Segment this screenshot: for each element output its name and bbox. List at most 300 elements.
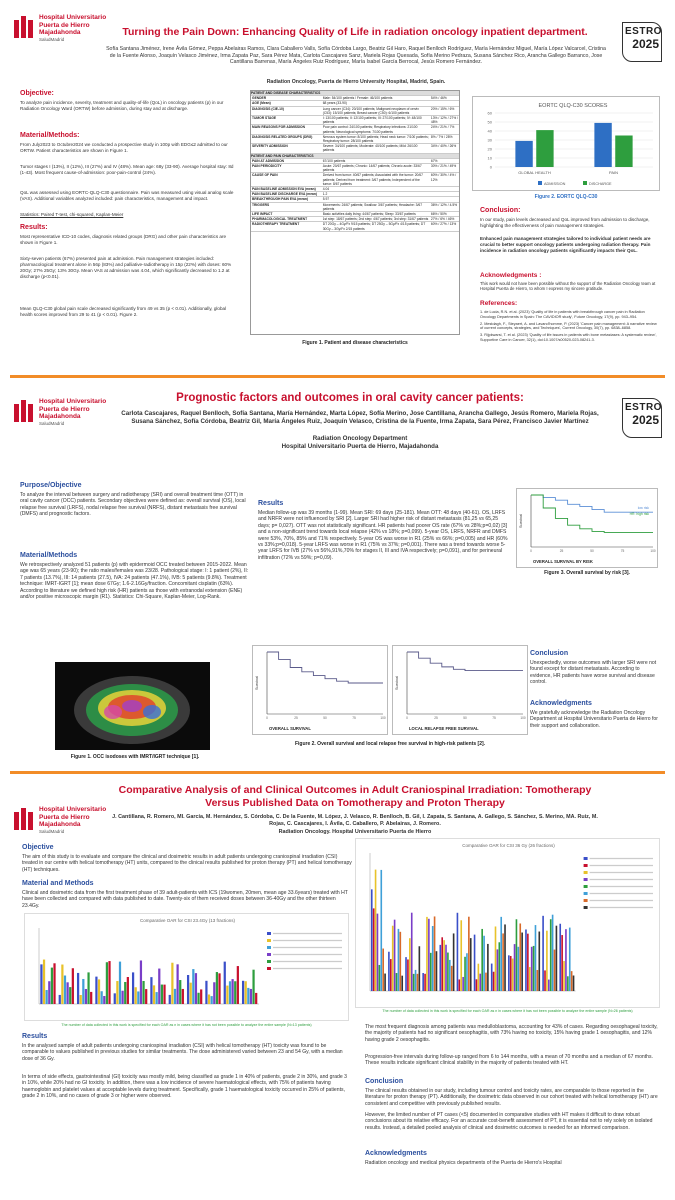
bar [550, 919, 552, 991]
madrid-logo-icon [14, 16, 36, 40]
bar [462, 977, 464, 991]
bar [135, 987, 137, 1004]
bar [478, 964, 480, 991]
y-axis-label: Survival [254, 675, 259, 691]
conclusion-heading: Conclusion [365, 1078, 404, 1085]
references-heading: References: [480, 300, 518, 307]
table-cell: Lung cancer (C34): 20/100 patients; Malignant neoplasm of cervix (C53): 15/100 patients; Breast cancer (C50): 6/100 patients [322, 106, 419, 115]
table-cell: 60% / 30% / 4% / 12% [430, 173, 457, 182]
bar [250, 989, 252, 1004]
affiliation: Radiation Oncology, Puerta de Hierro University Hospital, Madrid, Spain. [266, 79, 446, 85]
conclusion-text-1: The clinical results obtained in our study, including tumour control and toxicity rates, are comparable to those reported in the literature for proton therapy (PT). Additionally, the dosimetric data observed in our cohort treated with helical tomotherapy (HT) are consistent and competitive with previously published results. [365, 1088, 658, 1107]
bar [432, 926, 434, 991]
bar [226, 986, 228, 1004]
methods-text-1: From July2023 to Octubre2024 we conducted a prospective study in 100p with EDG≤2 admitted to our ORTW. Patient characteristics are shown in Figure 1. [20, 142, 228, 153]
bar [559, 924, 561, 991]
conclusion-heading: Conclusion: [480, 207, 521, 214]
table-cell: Nervous system tumor: 8/100 patients; Head neck tumor: 7/100 patients; Respiratory tumor: 28/100 patients [322, 134, 429, 144]
bar [434, 916, 436, 991]
hospital-logo: Hospital Universitario Puerta de Hierro Majadahonda SaludMadrid [14, 398, 106, 426]
bar [561, 935, 563, 991]
bar [177, 964, 179, 1004]
bar [87, 972, 89, 1004]
y-tick-label: 50 [487, 119, 492, 125]
bar [106, 962, 108, 1004]
bar [453, 933, 455, 991]
estro-logo: ESTRO 2025 [622, 22, 662, 62]
bar [242, 981, 244, 1004]
objective-text: The aim of this study is to evaluate and compare the clinical and dosimetric results in adult patients undergoing craniospinal irradiation (CSI) treated in our centre with helical tomotherapy (HT) units, compared to the clinical results published for proton therapy (PT) and helical tomotherapy (HT) techniques. [22, 854, 352, 873]
methods-text: We retrospectively analyzed 51 patients (p) with epidermoid OCC treated between 2015-2022. Mean age was 65 years (23-90); the ratio males/females was 23/28. Pathological stage: I: 1 patient (2%), II: 7 patients (13.7%), III: 14 patients (27.5), IVA: 24 patients (47.1%), IVB: 5 patients (9.8%). Treatment technique: IMRT-IGRT [1]; mean dose 67Gy; 1.6-2.16Gy/fraction. Concomitant cisplatin (63%). According to literature we defined high risk (HR) patients as those with extranodal extension (ENE) and/or positive microscopic margin (R1). Statistics: Chi-Square, Kaplan-Meier, Log-Rank. [20, 562, 249, 601]
table-cell: PAIN PERIODICITY [252, 164, 282, 169]
bar [571, 971, 573, 991]
bar [409, 938, 411, 991]
bar [419, 946, 421, 991]
affiliation: Radiation Oncology. Hospital Universitario Puerta de Hierro [278, 829, 432, 835]
author-list: J. Cantillana, R. Romero, MI. García, M. Hernández, S. Córdoba, C. De la Fuente, M. López, J. Velasco, R. Benlloch, B. Gil, I. Zapata, S. Santana, A. Gallego, S. Sánchez, S. Merino, MA. Ruiz, M. Rojas, C. Cascajares, I. Ávila, C. Caballero, P. Abelairas, J. Romero. [112, 814, 598, 827]
bar [474, 935, 476, 991]
bar [457, 913, 459, 991]
legend-swatch [584, 864, 588, 867]
km-curve [407, 652, 523, 671]
bar [533, 946, 535, 991]
x-tick-label: PAIN [608, 170, 619, 175]
poster-craniospinal-irradiation [10, 778, 665, 1196]
y-axis-label: Survival [518, 513, 523, 529]
bar [544, 970, 546, 991]
bar [428, 919, 430, 991]
table-cell: 20% / 15% / 6% [430, 106, 455, 111]
table-cell: AGE (Mean) [252, 101, 271, 106]
right-text-1: The most frequent diagnosis among patients was medulloblastoma, accounting for 43% of cases. Regarding oesophageal toxicity, the majority of patients had no significant oesophagitis, with 73% having no toxicity, 15% having grade 1 oesophagitis, and 12% having grade 2 oesophagitis. [365, 1024, 658, 1043]
bar [516, 919, 518, 991]
table-cell: 54% / 46% [430, 96, 447, 101]
bar [200, 989, 202, 1004]
y-tick-label: 40 [487, 128, 492, 134]
methods-heading: Material/Methods: [20, 132, 80, 139]
bar [500, 917, 502, 991]
bar [384, 974, 386, 991]
table-cell: 13% / 12% / 27% / 48% [430, 116, 458, 125]
hospital-logo: Hospital Universitario Puerta de Hierro Majadahonda SaludMadrid [14, 806, 106, 834]
bar [122, 991, 124, 1004]
bar [195, 973, 197, 1004]
bar [536, 130, 553, 167]
legend-swatch [267, 939, 271, 942]
bar [53, 963, 55, 1004]
poster-title: Turning the Pain Down: Enhancing Quality of Life in radiation oncology inpatient department. [122, 26, 588, 38]
results-text-2: In terms of side effects, gastrointestinal (GI) toxicity was mostly mild, being classified as grade 1 in 40% of patients, grade 2 in 30%, and grade 3 in 10%, while 20% had no GI toxicity. In addition, there was a low incidence of severe haematological effects, with 75% of patients having haemoglobin and platelet values at acceptable levels during treatment. Specifically, grade 1 haematological toxicity occurred in 25% of patients, grade 2 in 10%, and no cases of grade 3 or higher were observed. [22, 1074, 347, 1100]
bar [459, 979, 461, 991]
table-cell: 8% / 7% / 28% [430, 134, 453, 139]
x-tick-label: 25 [294, 716, 298, 720]
table-cell: SEVERITY ADMISSION [252, 144, 288, 149]
bar [531, 947, 533, 991]
bar [127, 977, 129, 1004]
bar [417, 974, 419, 991]
bar [190, 983, 192, 1004]
bar [439, 945, 441, 991]
legend-swatch [584, 857, 588, 860]
conclusion-heading: Conclusion [530, 650, 569, 657]
bar [504, 924, 506, 991]
table-cell: Poor pain control: 24/100 patients; Respiratory infections: 21/100 patients; Neurological symptoms: 7/100 patients [322, 125, 418, 134]
bar [554, 950, 556, 991]
legend-swatch [584, 906, 588, 909]
bar [142, 981, 144, 1004]
ack-heading: Acknowledgments [530, 700, 592, 707]
bar [529, 967, 531, 991]
table-cell: BREAKTHROUGH PAIN EVA (mean) [252, 197, 308, 202]
statistics-text: Statistics: Paired T-test, chi-squared, Kaplan-Meier [20, 212, 124, 217]
chart-title: EORTC QLQ-C30 SCORES [538, 103, 608, 109]
table-cell [430, 197, 459, 201]
bar [153, 985, 155, 1004]
table-cell: 68 years (33-90) [322, 101, 347, 106]
poster-title: Comparative Analysis of and Clinical Outcomes in Adult Craniospinal Irradiation: Tomotherapy Versus Published Data on Tomotherapy and Proton Therapy [118, 784, 592, 809]
bar [392, 926, 394, 991]
legend-swatch [538, 181, 542, 185]
bar [527, 934, 529, 991]
table-cell: 34% / 40% / 26% [430, 144, 457, 149]
x-tick-label: 50 [590, 549, 594, 553]
results-text-1: Most representative ICD-10 codes, diagnosis related groups (DRG) and other pain characteristics are shown in Figure 1. [20, 234, 227, 245]
bar [182, 989, 184, 1004]
bar [187, 975, 189, 1004]
table-cell: 4.04 [322, 187, 330, 192]
poster-pain-quality-of-life [10, 4, 665, 378]
objective-heading: Objective: [20, 90, 54, 97]
bar [211, 996, 213, 1004]
bar [169, 995, 171, 1004]
conclusion-text-1: In our study, pain levels decreased and QoL improved from admission to discharge, highlighting the effectiveness of pain management strategies. [480, 217, 650, 228]
legend-label: ADMISSION [544, 182, 566, 186]
oar-chart-23gy [24, 913, 349, 1021]
x-tick-label: 100 [520, 716, 526, 720]
bar [140, 960, 142, 1004]
bar [171, 963, 173, 1004]
author-list: Carlota Cascajares, Raquel Benlloch, Sofía Santana, María Hernández, Marta López, Sofía Merino, Jose Cantillana, Arancha Gallego, Jesús Romero, Mariela Rojas, Susana Sánchez, Sofía Córdoba, Beatriz Gil, María Ángeles Ruiz, Joaquín Velasco, Cristina de la Fuente, Irma Zapata, Sara Pérez, Francisco Javier Martínez [121, 410, 599, 425]
bar [232, 979, 234, 1004]
poster-title: Prognostic factors and outcomes in oral cavity cancer patients: [176, 392, 524, 404]
table-cell: PAIN BASELINE DISCHARGE EVA (mean) [252, 192, 317, 197]
bar [483, 936, 485, 991]
y-tick-label: 0 [489, 164, 492, 170]
hospital-logo: Hospital Universitario Puerta de Hierro Majadahonda SaludMadrid [14, 14, 106, 42]
km-label: LOCAL RELAPSE FREE SURVIVAL [409, 726, 479, 731]
legend-swatch [583, 181, 587, 185]
km-lrfs [392, 645, 528, 735]
bar [407, 959, 409, 991]
bar [497, 949, 499, 991]
bar [493, 972, 495, 991]
bar [64, 976, 66, 1004]
bar [538, 932, 540, 991]
conclusion-text-2: Enhanced pain management strategies tailored to individual patient needs are crucial to better support oncology patients undergoing radiation therapy. Pain incidence in radiation oncology patients significantly impacts their QoL. [480, 236, 651, 253]
bar [411, 913, 413, 991]
bar [237, 966, 239, 1004]
km-lrfs-chart [393, 646, 529, 736]
bar [487, 944, 489, 991]
bar [464, 957, 466, 991]
table-row [251, 222, 459, 231]
km-curve [267, 652, 383, 683]
bar [546, 931, 548, 991]
km-overall-survival [252, 645, 388, 735]
bar [145, 989, 147, 1004]
bar [415, 970, 417, 991]
km-curve [531, 495, 653, 512]
bar [245, 981, 247, 1004]
table-cell: Basic activities daily living: 44/67 patients; Sleep: 33/67 patients [322, 212, 416, 217]
bar [476, 979, 478, 991]
bar [375, 870, 377, 991]
bar [569, 928, 571, 991]
bar [72, 968, 74, 1004]
bar [390, 959, 392, 991]
bar [525, 929, 527, 991]
madrid-logo-icon [14, 808, 36, 832]
legend-swatch [267, 932, 271, 935]
bar [451, 966, 453, 991]
x-tick-label: 75 [492, 716, 496, 720]
bar [441, 937, 443, 991]
isodose-scan-icon [55, 662, 210, 750]
table-cell: MAIN REASONS FOR ADMISSION [252, 125, 305, 130]
results-text: Median follow-up was 39 months (1-99). Mean SRI: 69 days (25-181). Mean OTT: 48 days (40-61). OS, LRFS and NRFR were not influenced by SRI [2]. Larger SRI had higher risk of distant metastasis (81,25 vs 65,25 days; p= 0,027). OTT was not statistically significant. HR patients had poorer OS rate (67% vs 28%;p=0,02) [3] and a non-significant trend towards local relapse (42% vs 18%; p=0,099). 5-year OS, LRFS, NRFR and DMFS were 53%, 70%, 85% and 71% respectively. 5-year OS was worse in R1 (25% vs 66%; p=0,005) and HR (60% vs 33%;p=0,018). 5-year LRFS was worse in R1 (75% vs 37%; p=0,001). There was a trend towards worse 5-year LRFS for IVB (27% vs 56%,91%,70% for stages II, III and IVA respectively; p=0,091), and for perineural infiltration (72% vs 59%; p=0,09). [258, 510, 508, 561]
table-cell: 27% / 6% / 46% [430, 217, 455, 222]
legend-swatch [584, 871, 588, 874]
bar [394, 920, 396, 991]
oar-bar-chart-2 [356, 839, 661, 1009]
y-tick-label: 60 [487, 110, 492, 116]
purpose-text: To analyze the interval between surgery and radiotherapy (SRI) and overall treatment time (OTT) in oral cavity cancer (OCC) patients. Secondary objectives were defined as: overall survival (OS), local relapse free survival (LRFS), nodal relapse free survival (NRFS), distant metastasis free survival (DMFS) and prognostic factors. [20, 492, 246, 518]
km-label: OVERALL SURVIVAL BY RISK [533, 559, 593, 564]
table-cell: TRIGGERS [252, 202, 270, 207]
bar [388, 952, 390, 991]
bar [67, 982, 69, 1004]
bar [371, 889, 373, 991]
department: Radiation Oncology Department [312, 435, 408, 442]
bar [85, 989, 87, 1004]
table-cell [430, 187, 459, 191]
bar [430, 953, 432, 991]
table-cell: 30% / 21% / 49% [430, 164, 457, 169]
bar [213, 982, 215, 1004]
y-axis-label: Survival [394, 675, 399, 691]
bar [563, 961, 565, 991]
ack-heading: Acknowledgments : [480, 272, 542, 279]
bar [161, 985, 163, 1004]
table-cell: 36% / 12% / 4.5% [430, 202, 458, 207]
table-cell [430, 101, 459, 105]
legend-label: HR: high risk [629, 512, 649, 516]
bar [137, 991, 139, 1004]
table-cell: 24% / 21% / 7% [430, 125, 455, 130]
bar [565, 929, 567, 991]
conclusion-text: Unexpectedly, worse outcomes with larger SRI were not found except for distant metastasis. According to evidence, HR patients have worse survival and disease control. [530, 660, 657, 686]
results-text-3: Mean QLQ-C30 global pain scale decreased significantly from 49 vs 35 (p < 0.01). Additionally, global health scores improved from 29 to 41 (p < 0.01). Figure 2. [20, 306, 227, 317]
bar [43, 960, 45, 1004]
bar [514, 944, 516, 991]
objective-text: To analyze pain incidence, severity, treatment and quality-of-life (QoL) in oncology patients (p) in our Radiation Oncology Ward (ORTW) before admission, during stay and at discharge. [20, 100, 224, 111]
bar [90, 992, 92, 1004]
bar [98, 979, 100, 1004]
table-cell: DIAGNOSIS RELATED GROUPS (DRG) [252, 134, 313, 139]
table-row [251, 164, 459, 173]
bar [59, 995, 61, 1004]
chart2-note: The number of data collected in this work is specified for each OAR as n in cases where it has not been possible to analyze the entire sample (N=26 patients) [382, 1009, 633, 1013]
patient-characteristics-table [250, 90, 460, 335]
bar [247, 988, 249, 1004]
bar [515, 141, 532, 167]
legend-swatch [584, 885, 588, 888]
table-cell: 1st step: 18/67 patients; 2nd step: 4/67 patients; 3rd step: 31/67 patients [322, 217, 429, 222]
results-heading: Results: [20, 224, 48, 231]
x-tick-label: 50 [323, 716, 327, 720]
reference-item: 3. Rijpkwarsi, T. et al. (2023) 'Quality of life issues in patients with bone metastases: A systematic review', Supportive Care in Cancer, 32(1), doi:10.1007/s00520-023-08241-3. [480, 333, 657, 342]
bar [82, 979, 84, 1004]
bar [114, 993, 116, 1004]
bar [615, 136, 632, 168]
x-tick-label: GLOBAL HEALTH [518, 170, 551, 175]
bar [234, 981, 236, 1004]
y-tick-label: 30 [487, 137, 492, 143]
methods-heading: Material and Methods [22, 880, 94, 887]
km-label: OVERALL SURVIVAL [269, 726, 311, 731]
references-list [480, 310, 660, 345]
bar [466, 953, 468, 991]
hospital-name: Hospital Universitario Puerta de Hierro, Majadahonda [281, 443, 439, 450]
bar [468, 917, 470, 991]
bar [255, 993, 257, 1004]
bar [445, 945, 447, 991]
results-heading: Results [258, 500, 284, 507]
bar [422, 973, 424, 991]
table-cell: Male: 54/100 patients / Female: 46/100 patients [322, 96, 393, 101]
bar [192, 969, 194, 1004]
methods-text-3: QoL was assessed using EORTC-QLQ-C30 questionnaire. Pain was measured using visual analog scale (VAS). Additional variables analyzed included: pain characteristics, management and impact. [20, 190, 234, 201]
bar [508, 955, 510, 991]
bar [396, 973, 398, 991]
x-tick-label: 25 [434, 716, 438, 720]
y-tick-label: 10 [487, 155, 492, 161]
table-row [251, 135, 459, 144]
bar [382, 949, 384, 991]
table-row [251, 203, 459, 212]
figure1-caption: Figure 1. Patient and disease characteristics [302, 340, 408, 346]
bar [594, 123, 611, 167]
bar [519, 923, 521, 991]
legend-swatch [267, 953, 271, 956]
chart-title: Comparative OAR for CSI 36 Gy (26 fractions) [462, 843, 555, 848]
bar [377, 914, 379, 991]
bar [51, 968, 53, 1004]
bar [229, 981, 231, 1004]
legend-swatch [267, 946, 271, 949]
bar [158, 969, 160, 1004]
km-os-chart [253, 646, 389, 736]
bar [535, 925, 537, 991]
legend-swatch [584, 892, 588, 895]
table-cell: PAIN BASELINE ADMISSION EVA (mean) [252, 187, 316, 192]
table-cell: LIFE IMPACT [252, 212, 273, 217]
table-cell: DIAGNOSIS (CIE-10) [252, 106, 284, 111]
bar [61, 965, 63, 1004]
chart1-note: The number of data collected in this work is specified for each OAR as n in cases where it has not been possible to analyze the entire sample (N=13 patients) [61, 1023, 312, 1027]
chart-title: Comparative OAR for CSI 23.4Gy (13 fractions) [139, 918, 236, 923]
table-cell [430, 192, 459, 196]
bar [46, 990, 48, 1004]
table-cell: CAUSE OF PAIN [252, 173, 278, 178]
table-cell: 67% [430, 158, 438, 163]
table-cell: 1.2 [322, 192, 328, 197]
bar [573, 975, 575, 991]
bar [548, 980, 550, 991]
right-text-2: Progression-free intervals during follow-up ranged from 6 to 144 months, with a mean of 70 months and a median of 67 months. These results indicate significant clinical stability in the majority of patients treated with HT. [365, 1054, 653, 1067]
madrid-logo-icon [14, 400, 36, 424]
x-tick-label: 50 [463, 716, 467, 720]
bar [205, 981, 207, 1004]
table-header: PATIENT AND PAIN CHARACTERISTICS [251, 154, 459, 159]
objective-heading: Objective [22, 844, 54, 851]
bar [436, 951, 438, 991]
bar [174, 989, 176, 1004]
bar [460, 920, 462, 991]
bar [156, 992, 158, 1004]
legend-swatch [584, 899, 588, 902]
bar [481, 929, 483, 991]
table-cell: PAIN AT ADMISSION [252, 158, 285, 163]
table-cell: TUMOR STAGE [252, 116, 277, 121]
qlq-chart [472, 96, 660, 191]
legend-label: low risk [637, 506, 649, 510]
table-cell: Acute: 20/67 patients; Chronic: 14/67 patients; Chronic acute: 33/67 patients [322, 164, 422, 173]
bar [69, 987, 71, 1004]
x-tick-label: 100 [650, 549, 656, 553]
bar [101, 991, 103, 1004]
bar [48, 981, 50, 1004]
bar [537, 970, 539, 991]
results-heading: Results [22, 1033, 48, 1040]
bar [398, 929, 400, 991]
ack-heading: Acknowledgments [365, 1150, 427, 1157]
bar [132, 972, 134, 1004]
table-cell: GENDER [252, 96, 267, 101]
ack-text: We gratefully acknowledge the Radiation Oncology Department at Hospital Universitario Puerta de Hierro for their support and collaboration. [530, 710, 658, 729]
bar [542, 916, 544, 991]
table-cell: 66% / 50% [430, 212, 447, 217]
table-cell: 5.97 [322, 197, 330, 202]
figure3-caption: Figure 3. Overall survival by risk [3]. [544, 570, 630, 576]
table-cell: PHARMACOLOGICAL TREATMENT [252, 217, 308, 222]
x-tick-label: 0 [530, 549, 532, 553]
bar [150, 977, 152, 1004]
bar [556, 926, 558, 991]
bar [518, 947, 520, 991]
bar [116, 981, 118, 1004]
bar [485, 973, 487, 991]
bar [567, 976, 569, 991]
results-text-2: Sixty-seven patients (67%) presented pain at admission. Pain management strategies included: pharmacological treatment alone in 56p (83%) and palliative-radiotherapy in 15p (22%) with doses: 60% 20Gy; 27% 25Gy; 13% 30Gy. Mean VAS at admission was 4.04, which significantly decreased to 1.2 at discharge (p<0.01). [20, 256, 232, 279]
methods-text: Clinical and dosimetric data from the first treatment phase of 39 adult-patients with ICS (19women, 20men, mean age 33.6years) treated with HT have been collected and compared with data published to date. Twenty-six of them received doses between 36-40Gy and the other thirteen 23.4Gy. [22, 890, 348, 909]
bar [400, 932, 402, 991]
ack-text: Radiation oncology and medical physics departments of the Puerta de Hierro's Hospital [365, 1160, 562, 1166]
legend-swatch [267, 967, 271, 970]
author-list: Sofía Santana Jiménez, Irene Ávila Gómez, Peppa Abelairas Ramos, Clara Caballero Valls, Sofía Córdoba Largo, Beatriz Gil Haro, Raquel Benlloch Rodríguez, María Hernández Miguel, María López Valcarcel, Cristina de la Fuente Alonso, Joaquín Velasco Jiménez, Irma Zapata Paz, Sara Pérez Mata, Carlota Cascajares Sanz, Mariela Rojas Quesada, Sofía Merino Pedraza, Susana Sánchez Rico, Arancha Gallego Barranco, Jose Cantillana Barrenas, María Ángeles Ruiz Rodríguez, María Isabel García Berrocal, Jesús Romero Fernández. [106, 46, 606, 66]
bar [119, 962, 121, 1004]
bar [447, 953, 449, 991]
